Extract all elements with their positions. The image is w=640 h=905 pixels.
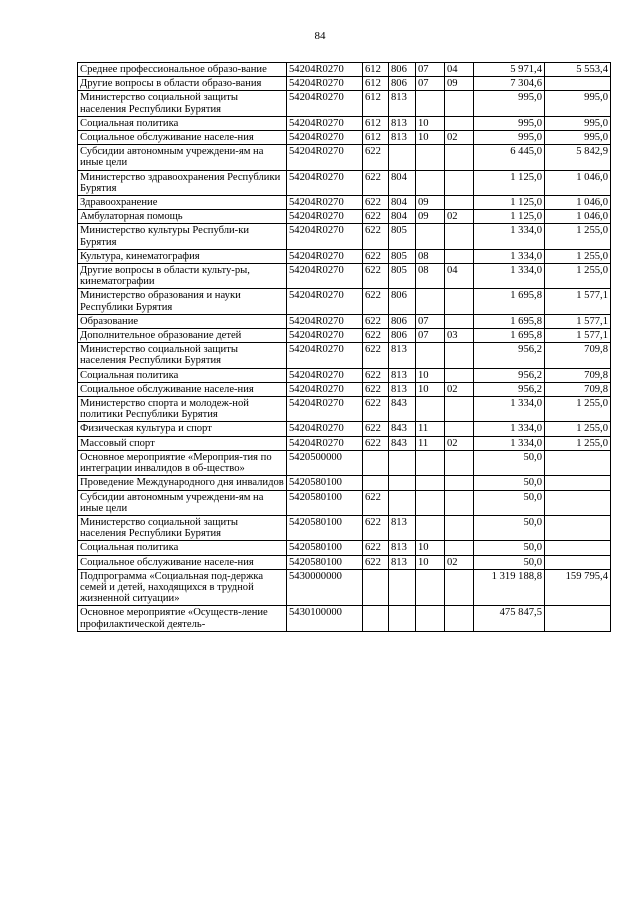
row-name-cell: Социальное обслуживание населе-ния (78, 382, 287, 396)
amount-plan-cell: 1 695,8 (474, 289, 545, 314)
target-article-cell: 5420580100 (287, 476, 363, 490)
amount-plan-cell: 1 334,0 (474, 264, 545, 289)
amount-actual-cell: 995,0 (545, 116, 611, 130)
expense-type-cell (363, 476, 389, 490)
target-article-cell: 54204R0270 (287, 131, 363, 145)
budget-manager-cell: 804 (389, 210, 416, 224)
target-article-cell: 5420580100 (287, 555, 363, 569)
amount-plan-cell: 995,0 (474, 116, 545, 130)
subsection-cell (445, 289, 474, 314)
subsection-cell: 03 (445, 329, 474, 343)
target-article-cell: 54204R0270 (287, 289, 363, 314)
amount-actual-cell: 1 255,0 (545, 397, 611, 422)
section-cell (416, 224, 445, 249)
budget-manager-cell: 843 (389, 422, 416, 436)
subsection-cell (445, 116, 474, 130)
subsection-cell (445, 541, 474, 555)
expense-type-cell: 622 (363, 224, 389, 249)
amount-actual-cell: 709,8 (545, 368, 611, 382)
table-body (78, 63, 611, 632)
expense-type-cell: 612 (363, 77, 389, 91)
section-cell (416, 397, 445, 422)
amount-actual-cell: 1 255,0 (545, 436, 611, 450)
subsection-cell (445, 91, 474, 116)
expense-type-cell: 612 (363, 131, 389, 145)
amount-actual-cell: 5 842,9 (545, 145, 611, 170)
amount-plan-cell: 956,2 (474, 368, 545, 382)
expense-type-cell: 622 (363, 515, 389, 540)
subsection-cell (445, 422, 474, 436)
amount-plan-cell: 1 334,0 (474, 249, 545, 263)
subsection-cell (445, 170, 474, 195)
section-cell (416, 289, 445, 314)
row-name-cell: Министерство социальной защиты населения Республики Бурятия (78, 91, 287, 116)
table-row (78, 249, 611, 263)
row-name-cell: Основное мероприятие «Мероприя-тия по интеграции инвалидов в об-щество» (78, 450, 287, 475)
budget-manager-cell: 805 (389, 224, 416, 249)
section-cell (416, 606, 445, 631)
subsection-cell (445, 145, 474, 170)
target-article-cell: 54204R0270 (287, 170, 363, 195)
table-row (78, 555, 611, 569)
section-cell (416, 91, 445, 116)
row-name-cell: Министерство социальной защиты населения Республики Бурятия (78, 515, 287, 540)
amount-plan-cell: 956,2 (474, 382, 545, 396)
table-row (78, 131, 611, 145)
section-cell: 08 (416, 264, 445, 289)
subsection-cell (445, 314, 474, 328)
budget-manager-cell: 813 (389, 116, 416, 130)
amount-actual-cell: 1 577,1 (545, 329, 611, 343)
budget-manager-cell: 806 (389, 289, 416, 314)
table-row (78, 397, 611, 422)
target-article-cell: 54204R0270 (287, 436, 363, 450)
row-name-cell: Физическая культура и спорт (78, 422, 287, 436)
row-name-cell: Министерство образования и науки Республики Бурятия (78, 289, 287, 314)
amount-plan-cell: 50,0 (474, 490, 545, 515)
table-row (78, 476, 611, 490)
budget-manager-cell: 806 (389, 77, 416, 91)
amount-actual-cell: 995,0 (545, 131, 611, 145)
row-name-cell: Социальное обслуживание населе-ния (78, 555, 287, 569)
target-article-cell: 54204R0270 (287, 77, 363, 91)
section-cell (416, 476, 445, 490)
subsection-cell (445, 224, 474, 249)
expense-type-cell (363, 606, 389, 631)
amount-actual-cell: 1 255,0 (545, 264, 611, 289)
amount-plan-cell: 50,0 (474, 515, 545, 540)
amount-plan-cell: 1 125,0 (474, 196, 545, 210)
row-name-cell: Министерство здравоохранения Республики Бурятия (78, 170, 287, 195)
budget-manager-cell (389, 606, 416, 631)
amount-plan-cell: 1 695,8 (474, 314, 545, 328)
subsection-cell: 02 (445, 210, 474, 224)
section-cell (416, 170, 445, 195)
amount-actual-cell (545, 541, 611, 555)
table-row (78, 382, 611, 396)
row-name-cell: Массовый спорт (78, 436, 287, 450)
row-name-cell: Дополнительное образование детей (78, 329, 287, 343)
row-name-cell: Основное мероприятие «Осуществ-ление профилактической деятель- (78, 606, 287, 631)
table-row (78, 515, 611, 540)
row-name-cell: Социальная политика (78, 116, 287, 130)
expense-type-cell: 612 (363, 91, 389, 116)
amount-actual-cell: 1 046,0 (545, 170, 611, 195)
table-row (78, 91, 611, 116)
target-article-cell: 54204R0270 (287, 210, 363, 224)
section-cell: 07 (416, 63, 445, 77)
target-article-cell: 54204R0270 (287, 116, 363, 130)
amount-plan-cell: 5 971,4 (474, 63, 545, 77)
subsection-cell (445, 490, 474, 515)
budget-manager-cell: 813 (389, 91, 416, 116)
row-name-cell: Другие вопросы в области культу-ры, кинематографии (78, 264, 287, 289)
table-row (78, 436, 611, 450)
budget-manager-cell: 806 (389, 63, 416, 77)
amount-plan-cell: 50,0 (474, 555, 545, 569)
amount-actual-cell: 1 255,0 (545, 422, 611, 436)
expense-type-cell: 622 (363, 289, 389, 314)
target-article-cell: 54204R0270 (287, 382, 363, 396)
section-cell: 09 (416, 196, 445, 210)
section-cell: 10 (416, 116, 445, 130)
subsection-cell: 02 (445, 555, 474, 569)
subsection-cell (445, 476, 474, 490)
expense-type-cell: 622 (363, 422, 389, 436)
table-row (78, 490, 611, 515)
expense-type-cell (363, 450, 389, 475)
target-article-cell: 54204R0270 (287, 343, 363, 368)
row-name-cell: Культура, кинематография (78, 249, 287, 263)
expense-type-cell: 622 (363, 249, 389, 263)
section-cell: 07 (416, 314, 445, 328)
table-row (78, 63, 611, 77)
target-article-cell: 5420580100 (287, 541, 363, 555)
section-cell: 07 (416, 77, 445, 91)
amount-plan-cell: 50,0 (474, 450, 545, 475)
expense-type-cell: 622 (363, 170, 389, 195)
section-cell (416, 450, 445, 475)
amount-plan-cell: 1 125,0 (474, 170, 545, 195)
target-article-cell: 5420500000 (287, 450, 363, 475)
amount-actual-cell (545, 490, 611, 515)
table-row (78, 210, 611, 224)
target-article-cell: 54204R0270 (287, 145, 363, 170)
section-cell (416, 490, 445, 515)
row-name-cell: Субсидии автономным учреждени-ям на иные цели (78, 490, 287, 515)
budget-manager-cell: 813 (389, 382, 416, 396)
budget-manager-cell (389, 490, 416, 515)
expense-type-cell: 622 (363, 368, 389, 382)
section-cell (416, 515, 445, 540)
amount-actual-cell: 1 577,1 (545, 314, 611, 328)
expense-type-cell: 622 (363, 314, 389, 328)
expense-type-cell: 622 (363, 397, 389, 422)
amount-plan-cell: 50,0 (474, 541, 545, 555)
amount-plan-cell: 475 847,5 (474, 606, 545, 631)
budget-manager-cell: 806 (389, 314, 416, 328)
expense-type-cell: 622 (363, 343, 389, 368)
budget-manager-cell (389, 450, 416, 475)
target-article-cell: 5420580100 (287, 490, 363, 515)
amount-actual-cell: 709,8 (545, 343, 611, 368)
subsection-cell (445, 515, 474, 540)
budget-manager-cell: 804 (389, 170, 416, 195)
subsection-cell (445, 606, 474, 631)
target-article-cell: 54204R0270 (287, 422, 363, 436)
target-article-cell: 54204R0270 (287, 368, 363, 382)
table-row (78, 289, 611, 314)
section-cell: 07 (416, 329, 445, 343)
target-article-cell: 5420580100 (287, 515, 363, 540)
table-row (78, 569, 611, 606)
row-name-cell: Амбулаторная помощь (78, 210, 287, 224)
table-row (78, 606, 611, 631)
amount-actual-cell (545, 555, 611, 569)
budget-manager-cell (389, 145, 416, 170)
target-article-cell: 5430100000 (287, 606, 363, 631)
table-row (78, 170, 611, 195)
expense-type-cell: 622 (363, 329, 389, 343)
table-row (78, 116, 611, 130)
table-row (78, 77, 611, 91)
row-name-cell: Министерство социальной защиты населения Республики Бурятия (78, 343, 287, 368)
budget-manager-cell: 813 (389, 515, 416, 540)
amount-plan-cell: 956,2 (474, 343, 545, 368)
amount-actual-cell (545, 606, 611, 631)
expense-type-cell: 622 (363, 490, 389, 515)
page-number: 84 (314, 30, 326, 42)
subsection-cell: 04 (445, 264, 474, 289)
amount-plan-cell: 995,0 (474, 131, 545, 145)
row-name-cell: Проведение Международного дня инвалидов (78, 476, 287, 490)
expense-type-cell: 622 (363, 555, 389, 569)
amount-actual-cell: 1 046,0 (545, 196, 611, 210)
budget-manager-cell: 813 (389, 368, 416, 382)
amount-actual-cell: 995,0 (545, 91, 611, 116)
amount-actual-cell: 1 255,0 (545, 224, 611, 249)
row-name-cell: Субсидии автономным учреждени-ям на иные цели (78, 145, 287, 170)
budget-manager-cell: 805 (389, 249, 416, 263)
section-cell: 11 (416, 436, 445, 450)
section-cell: 10 (416, 541, 445, 555)
row-name-cell: Министерство спорта и молодеж-ной политики Республики Бурятия (78, 397, 287, 422)
expense-type-cell: 622 (363, 196, 389, 210)
subsection-cell (445, 249, 474, 263)
amount-plan-cell: 6 445,0 (474, 145, 545, 170)
expense-type-cell: 622 (363, 264, 389, 289)
table-row (78, 450, 611, 475)
section-cell: 09 (416, 210, 445, 224)
expense-type-cell: 612 (363, 63, 389, 77)
table-row (78, 541, 611, 555)
amount-plan-cell: 1 319 188,8 (474, 569, 545, 606)
amount-actual-cell (545, 476, 611, 490)
budget-manager-cell: 813 (389, 541, 416, 555)
subsection-cell: 04 (445, 63, 474, 77)
subsection-cell: 02 (445, 436, 474, 450)
table-row (78, 264, 611, 289)
table-row (78, 196, 611, 210)
section-cell: 10 (416, 555, 445, 569)
table-row (78, 368, 611, 382)
budget-manager-cell: 805 (389, 264, 416, 289)
row-name-cell: Министерство культуры Республи-ки Бурятия (78, 224, 287, 249)
table-row (78, 314, 611, 328)
section-cell: 10 (416, 131, 445, 145)
expense-type-cell: 622 (363, 210, 389, 224)
amount-actual-cell: 5 553,4 (545, 63, 611, 77)
amount-plan-cell: 1 695,8 (474, 329, 545, 343)
row-name-cell: Социальная политика (78, 368, 287, 382)
target-article-cell: 54204R0270 (287, 63, 363, 77)
target-article-cell: 54204R0270 (287, 264, 363, 289)
section-cell (416, 343, 445, 368)
budget-manager-cell: 843 (389, 436, 416, 450)
section-cell: 08 (416, 249, 445, 263)
budget-manager-cell (389, 476, 416, 490)
section-cell (416, 145, 445, 170)
amount-plan-cell: 1 334,0 (474, 224, 545, 249)
expense-type-cell: 622 (363, 541, 389, 555)
subsection-cell (445, 196, 474, 210)
budget-manager-cell: 843 (389, 397, 416, 422)
amount-plan-cell: 7 304,6 (474, 77, 545, 91)
amount-plan-cell: 1 334,0 (474, 436, 545, 450)
amount-actual-cell: 709,8 (545, 382, 611, 396)
table-row (78, 329, 611, 343)
table-row (78, 343, 611, 368)
subsection-cell: 02 (445, 131, 474, 145)
budget-manager-cell: 813 (389, 131, 416, 145)
table-row (78, 422, 611, 436)
section-cell (416, 569, 445, 606)
amount-plan-cell: 1 334,0 (474, 422, 545, 436)
target-article-cell: 54204R0270 (287, 249, 363, 263)
amount-actual-cell: 1 577,1 (545, 289, 611, 314)
subsection-cell (445, 343, 474, 368)
target-article-cell: 54204R0270 (287, 224, 363, 249)
amount-actual-cell (545, 77, 611, 91)
row-name-cell: Подпрограмма «Социальная под-держка семей и детей, находящихся в трудной жизненной ситуации» (78, 569, 287, 606)
table-row (78, 145, 611, 170)
budget-manager-cell: 813 (389, 343, 416, 368)
subsection-cell: 09 (445, 77, 474, 91)
amount-plan-cell: 1 334,0 (474, 397, 545, 422)
row-name-cell: Социальное обслуживание населе-ния (78, 131, 287, 145)
amount-actual-cell (545, 515, 611, 540)
row-name-cell: Среднее профессиональное образо-вание (78, 63, 287, 77)
target-article-cell: 54204R0270 (287, 196, 363, 210)
amount-actual-cell: 159 795,4 (545, 569, 611, 606)
budget-manager-cell: 806 (389, 329, 416, 343)
section-cell: 10 (416, 382, 445, 396)
expense-type-cell: 622 (363, 145, 389, 170)
budget-manager-cell (389, 569, 416, 606)
target-article-cell: 5430000000 (287, 569, 363, 606)
amount-plan-cell: 1 125,0 (474, 210, 545, 224)
target-article-cell: 54204R0270 (287, 91, 363, 116)
section-cell: 11 (416, 422, 445, 436)
amount-actual-cell: 1 255,0 (545, 249, 611, 263)
subsection-cell (445, 450, 474, 475)
budget-table (77, 62, 611, 632)
amount-actual-cell (545, 450, 611, 475)
subsection-cell (445, 569, 474, 606)
subsection-cell (445, 368, 474, 382)
section-cell: 10 (416, 368, 445, 382)
target-article-cell: 54204R0270 (287, 397, 363, 422)
row-name-cell: Социальная политика (78, 541, 287, 555)
amount-plan-cell: 995,0 (474, 91, 545, 116)
subsection-cell (445, 397, 474, 422)
row-name-cell: Здравоохранение (78, 196, 287, 210)
row-name-cell: Образование (78, 314, 287, 328)
expense-type-cell: 612 (363, 116, 389, 130)
expense-type-cell (363, 569, 389, 606)
amount-plan-cell: 50,0 (474, 476, 545, 490)
subsection-cell: 02 (445, 382, 474, 396)
target-article-cell: 54204R0270 (287, 329, 363, 343)
table-row (78, 224, 611, 249)
target-article-cell: 54204R0270 (287, 314, 363, 328)
expense-type-cell: 622 (363, 382, 389, 396)
amount-actual-cell: 1 046,0 (545, 210, 611, 224)
budget-manager-cell: 813 (389, 555, 416, 569)
expense-type-cell: 622 (363, 436, 389, 450)
row-name-cell: Другие вопросы в области образо-вания (78, 77, 287, 91)
budget-manager-cell: 804 (389, 196, 416, 210)
